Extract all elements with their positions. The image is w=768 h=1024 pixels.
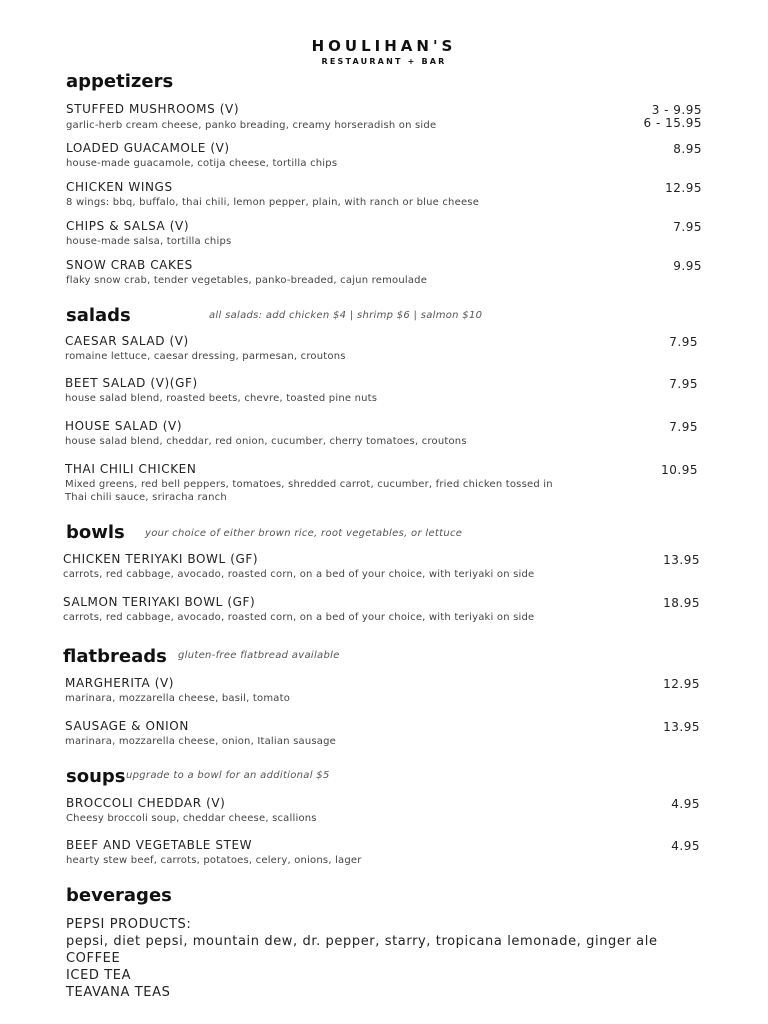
item-name: BEEF AND VEGETABLE STEW (66, 838, 253, 852)
item-price: 13.95 (663, 720, 700, 734)
item-name: HOUSE SALAD (V) (65, 419, 183, 433)
item-description: marinara, mozzarella cheese, onion, Italian sausage (65, 736, 337, 747)
item-name: MARGHERITA (V) (65, 676, 175, 690)
item-description: Mixed greens, red bell peppers, tomatoes, shredded carrot, cucumber, fried chicken tossed in (65, 479, 553, 490)
item-price: 9.95 (673, 259, 702, 273)
section-note-salads: all salads: add chicken $4 | shrimp $6 | salmon $10 (209, 310, 483, 321)
item-name: BEET SALAD (V)(GF) (65, 376, 198, 390)
item-price: 4.95 (671, 839, 700, 853)
item-price: 3 - 9.95 (651, 103, 702, 117)
item-description: carrots, red cabbage, avocado, roasted corn, on a bed of your choice, with teriyaki on side (63, 612, 535, 623)
restaurant-name: HOULIHAN'S (311, 37, 457, 55)
beverage-line: ICED TEA (66, 968, 132, 983)
beverage-line: PEPSI PRODUCTS: (66, 917, 192, 932)
item-description: marinara, mozzarella cheese, basil, tomato (65, 693, 291, 704)
item-price: 12.95 (665, 181, 702, 195)
item-name: THAI CHILI CHICKEN (65, 462, 197, 476)
item-price: 13.95 (663, 553, 700, 567)
item-price: 12.95 (663, 677, 700, 691)
item-price: 7.95 (669, 377, 698, 391)
section-title-appetizers: appetizers (66, 71, 174, 92)
section-title-bowls: bowls (66, 522, 125, 543)
item-price-large: 6 - 15.95 (643, 116, 702, 130)
item-description: Cheesy broccoli soup, cheddar cheese, scallions (66, 813, 317, 824)
item-name: SAUSAGE & ONION (65, 719, 189, 733)
item-description: house salad blend, cheddar, red onion, cucumber, cherry tomatoes, croutons (65, 436, 467, 447)
item-name: STUFFED MUSHROOMS (V) (66, 102, 240, 116)
item-price: 10.95 (661, 463, 698, 477)
beverage-line: TEAVANA TEAS (66, 985, 171, 1000)
item-price: 7.95 (673, 220, 702, 234)
item-description: garlic-herb cream cheese, panko breading, creamy horseradish on side (66, 120, 437, 131)
item-price: 8.95 (673, 142, 702, 156)
beverage-line: COFFEE (66, 951, 121, 966)
section-note-soups: upgrade to a bowl for an additional $5 (126, 770, 330, 781)
item-name: SNOW CRAB CAKES (66, 258, 193, 272)
section-note-flatbreads: gluten-free flatbread available (178, 650, 340, 661)
section-title-beverages: beverages (66, 885, 172, 906)
item-description: house salad blend, roasted beets, chevre, toasted pine nuts (65, 393, 378, 404)
item-description: house-made guacamole, cotija cheese, tortilla chips (66, 158, 338, 169)
section-note-bowls: your choice of either brown rice, root vegetables, or lettuce (145, 528, 463, 539)
item-description: romaine lettuce, caesar dressing, parmesan, croutons (65, 351, 346, 362)
item-price: 4.95 (671, 797, 700, 811)
item-description: 8 wings: bbq, buffalo, thai chili, lemon pepper, plain, with ranch or blue cheese (66, 197, 480, 208)
item-name: BROCCOLI CHEDDAR (V) (66, 796, 226, 810)
item-price: 18.95 (663, 596, 700, 610)
restaurant-tagline: RESTAURANT + BAR (321, 57, 447, 66)
section-title-flatbreads: flatbreads (63, 646, 167, 667)
item-name: CHICKEN TERIYAKI BOWL (GF) (63, 552, 259, 566)
item-price: 7.95 (669, 335, 698, 349)
item-name: CAESAR SALAD (V) (65, 334, 189, 348)
item-description: carrots, red cabbage, avocado, roasted corn, on a bed of your choice, with teriyaki on side (63, 569, 535, 580)
item-name: CHIPS & SALSA (V) (66, 219, 190, 233)
item-name: SALMON TERIYAKI BOWL (GF) (63, 595, 256, 609)
item-description: house-made salsa, tortilla chips (66, 236, 232, 247)
restaurant-logo (0, 38, 768, 66)
section-title-soups: soups (66, 766, 126, 787)
item-name: LOADED GUACAMOLE (V) (66, 141, 230, 155)
section-title-salads: salads (66, 305, 131, 326)
item-price: 7.95 (669, 420, 698, 434)
item-description: flaky snow crab, tender vegetables, panko-breaded, cajun remoulade (66, 275, 428, 286)
item-description-continued: Thai chili sauce, sriracha ranch (65, 492, 227, 503)
beverage-line: pepsi, diet pepsi, mountain dew, dr. pepper, starry, tropicana lemonade, ginger ale (66, 934, 658, 949)
item-description: hearty stew beef, carrots, potatoes, celery, onions, lager (66, 855, 362, 866)
item-name: CHICKEN WINGS (66, 180, 173, 194)
